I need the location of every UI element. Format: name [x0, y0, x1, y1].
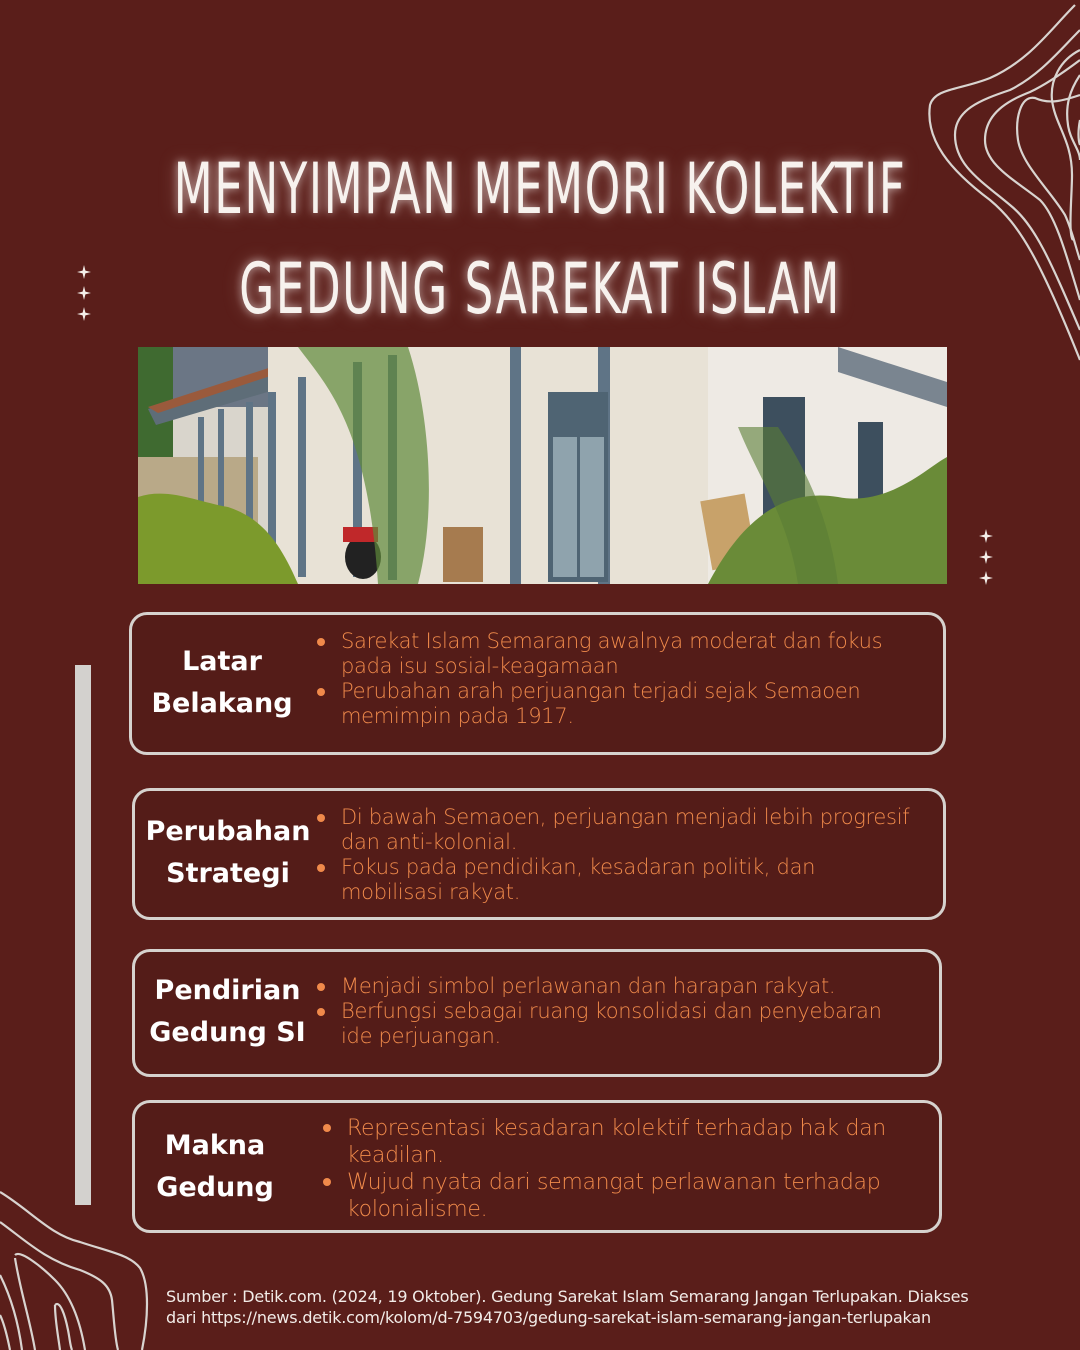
section-heading	[143, 811, 313, 895]
heading-line-2: Belakang	[151, 688, 293, 719]
section-heading	[135, 1125, 295, 1209]
sparkles-left-decoration	[77, 265, 93, 328]
building-illustration	[138, 347, 947, 584]
bullet-item: Wujud nyata dari semangat perlawanan terhadap kolonialisme.	[321, 1169, 901, 1223]
bullet-item: Fokus pada pendidikan, kesadaran politik, dan mobilisasi rakyat.	[315, 855, 915, 905]
section-card-perubahan-strategi	[132, 788, 946, 920]
bullet-item: Representasi kesadaran kolektif terhadap hak dan keadilan.	[321, 1115, 901, 1169]
heading-line-2: Gedung	[156, 1172, 274, 1203]
bullet-item: Sarekat Islam Semarang awalnya moderat dan fokus pada isu sosial-keagamaan	[315, 629, 905, 679]
bullet-list	[315, 629, 905, 729]
section-card-latar-belakang	[129, 612, 946, 755]
section-heading	[145, 970, 310, 1054]
bullet-item: Di bawah Semaoen, perjuangan menjadi lebih progresif dan anti-kolonial.	[315, 805, 915, 855]
sparkle-icon	[979, 529, 993, 543]
sparkle-icon	[979, 571, 993, 585]
sparkle-icon	[77, 307, 91, 321]
sparkles-right-decoration	[979, 529, 995, 592]
source-line-1: Sumber : Detik.com. (2024, 19 Oktober). Gedung Sarekat Islam Semarang Jangan Terlupakan. Diakses	[166, 1287, 969, 1306]
bullet-list	[315, 805, 915, 905]
sparkle-icon	[979, 550, 993, 564]
building-photo	[138, 347, 947, 584]
sparkle-icon	[77, 286, 91, 300]
page-title-line-2: GEDUNG SAREKAT ISLAM	[239, 248, 841, 330]
bullet-item: Perubahan arah perjuangan terjadi sejak Semaoen memimpin pada 1917.	[315, 679, 905, 729]
vertical-accent-bar	[75, 665, 91, 1205]
section-card-makna-gedung	[132, 1100, 942, 1233]
heading-line-1: Perubahan	[145, 816, 311, 847]
section-heading	[142, 641, 302, 725]
bullet-item: Berfungsi sebagai ruang konsolidasi dan penyebaran ide perjuangan.	[315, 999, 895, 1049]
section-card-pendirian-gedung	[132, 949, 942, 1077]
sparkle-icon	[77, 265, 91, 279]
source-line-2: dari https://news.detik.com/kolom/d-7594703/gedung-sarekat-islam-semarang-jangan-terlupakan	[166, 1308, 931, 1327]
heading-line-2: Strategi	[166, 858, 290, 889]
heading-line-1: Latar	[182, 646, 262, 677]
heading-line-2: Gedung SI	[149, 1017, 306, 1048]
heading-line-1: Makna	[164, 1130, 266, 1161]
bullet-list	[321, 1115, 901, 1223]
source-citation	[166, 1286, 1006, 1328]
bullet-list	[315, 974, 895, 1049]
heading-line-1: Pendirian	[154, 975, 301, 1006]
bullet-item: Menjadi simbol perlawanan dan harapan rakyat.	[315, 974, 895, 999]
page-title-line-1: MENYIMPAN MEMORI KOLEKTIF	[173, 148, 907, 230]
